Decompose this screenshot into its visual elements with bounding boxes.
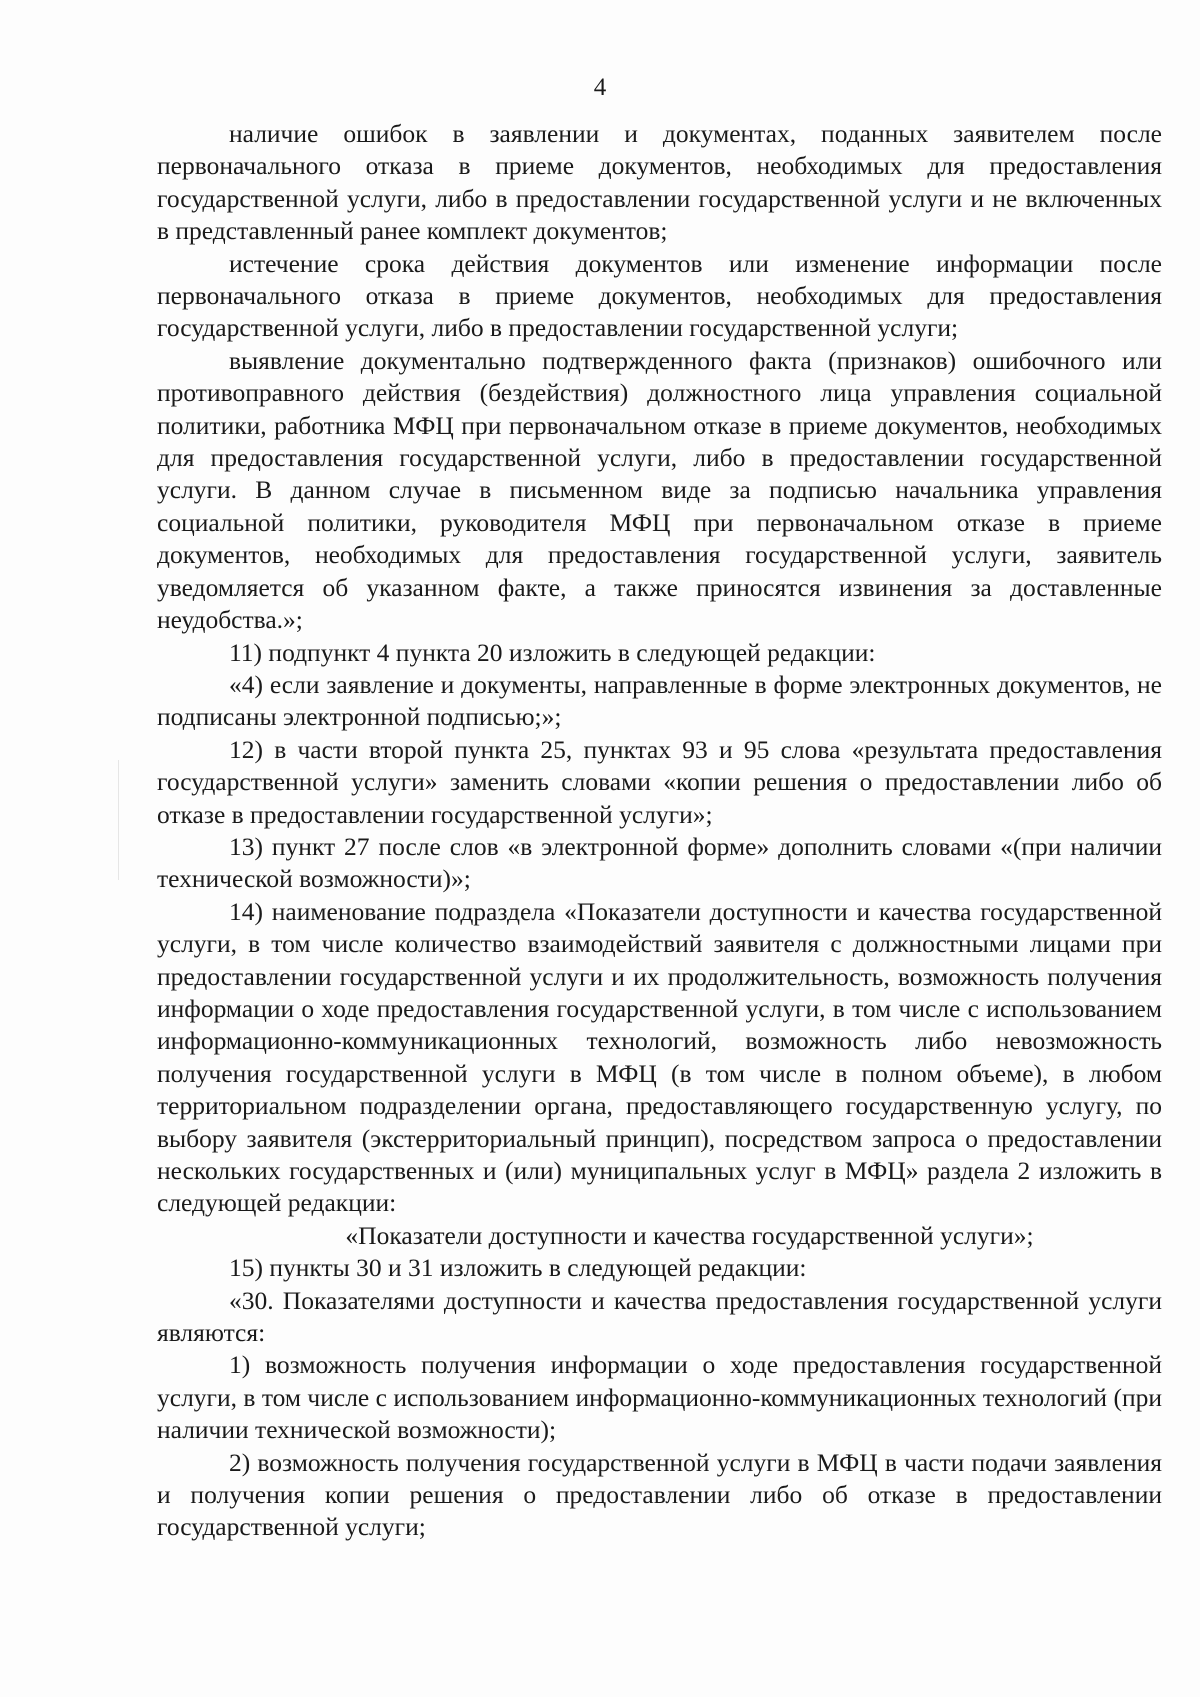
scan-artifact bbox=[118, 760, 119, 880]
paragraph-item-14: 14) наименование подраздела «Показатели доступности и качества государственной услуги, в том числе количество взаимодействий заявителя с должностными лицами при предоставлении государственной услуги и их продолжительность, возможность получения информации о ходе предоставления государственной услуги, в том числе с использованием информационно-коммуникационных технологий, возможность либо невозможность получения государственной услуги в МФЦ (в том числе в полном объеме), в любом территориальном подразделении органа, предоставляющего государственную услугу, по выбору заявителя (экстерриториальный принцип), посредством запроса о предоставлении нескольких государственных и (или) муниципальных услуг в МФЦ» раздела 2 изложить в следующей редакции: bbox=[157, 896, 1162, 1218]
paragraph-indicator-2: 2) возможность получения государственной услуги в МФЦ в части подачи заявления и получения копии решения о предоставлении либо об отказе в предоставлении государственной услуги; bbox=[157, 1447, 1162, 1542]
paragraph-indicator-1: 1) возможность получения информации о ходе предоставления государственной услуги, в том числе с использованием информационно-коммуникационных технологий (при наличии технической возможности); bbox=[157, 1350, 1162, 1445]
page-number: 4 bbox=[593, 74, 607, 101]
paragraph-erroneous-action: выявление документально подтвержденного факта (признаков) ошибочного или противоправного действия (бездействия) должностного лица управления социальной политики, работника МФЦ при первоначальном отказе в приеме документов, необходимых для предоставления государственной услуги, либо в предоставлении государственной услуги. В данном случае в письменном виде за подписью начальника управления социальной политики, руководителя МФЦ при первоначальном отказе в приеме документов, необходимых для предоставления государственной услуги, заявитель уведомляется об указанном факте, а также приносятся извинения за доставленные неудобства.»; bbox=[157, 345, 1162, 635]
paragraph-documents-expiry: истечение срока действия документов или изменение информации после первоначального отказа в приеме документов, необходимых для предоставления государственной услуги, либо в предоставлении государственной услуги; bbox=[157, 248, 1162, 343]
paragraph-errors-in-application: наличие ошибок в заявлении и документах, поданных заявителем после первоначального отказа в приеме документов, необходимых для предоставления государственной услуги, либо в предоставлении государственной услуги и не включенных в представленный ранее комплект документов; bbox=[157, 119, 1162, 246]
paragraph-item-12: 12) в части второй пункта 25, пунктах 93 и 95 слова «результата предоставления государственной услуги» заменить словами «копии решения о предоставлении либо об отказе в предоставлении государственной услуги»; bbox=[157, 734, 1162, 829]
document-body bbox=[157, 118, 1162, 1544]
paragraph-subsection-title: «Показатели доступности и качества государственной услуги»; bbox=[345, 1220, 1034, 1250]
paragraph-item-15: 15) пункты 30 и 31 изложить в следующей редакции: bbox=[229, 1253, 807, 1283]
paragraph-item-11: 11) подпункт 4 пункта 20 изложить в следующей редакции: bbox=[229, 637, 876, 667]
paragraph-subitem-4: «4) если заявление и документы, направленные в форме электронных документов, не подписаны электронной подписью;»; bbox=[157, 669, 1162, 732]
paragraph-item-13: 13) пункт 27 после слов «в электронной форме» дополнить словами «(при наличии технической возможности)»; bbox=[157, 831, 1162, 894]
paragraph-point-30: «30. Показателями доступности и качества предоставления государственной услуги являются: bbox=[157, 1285, 1162, 1348]
